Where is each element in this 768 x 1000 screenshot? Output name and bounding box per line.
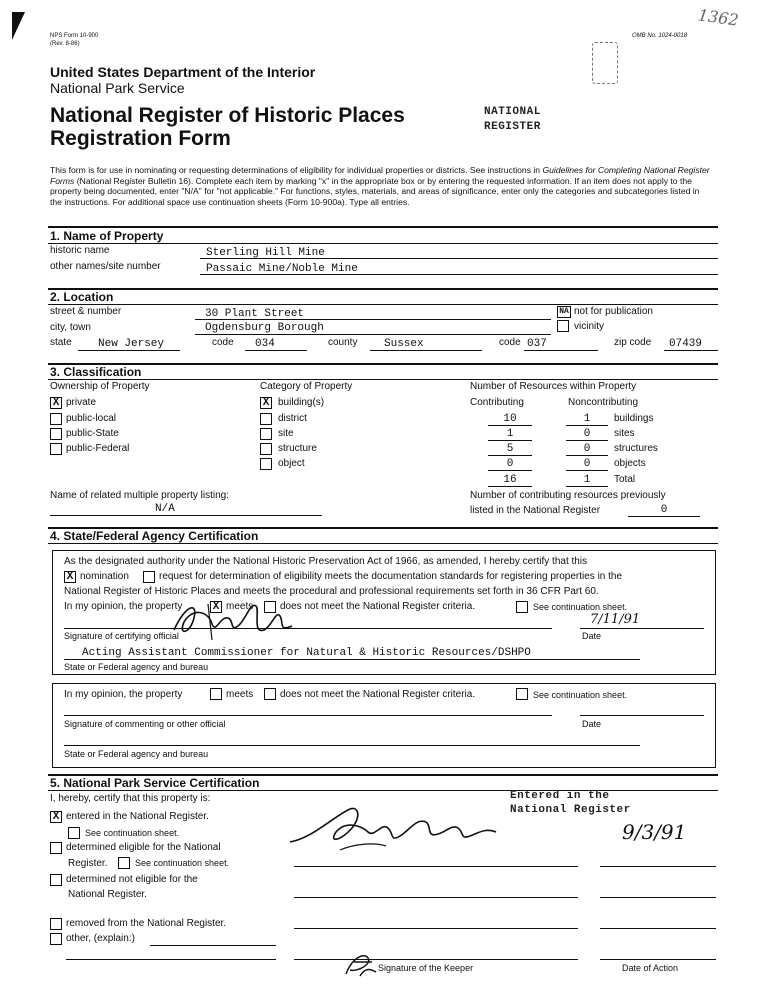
resource-label: objects <box>614 458 646 469</box>
county-label: county <box>328 337 358 348</box>
action-line-3 <box>600 928 716 929</box>
resources-heading: Number of Resources within Property <box>470 381 637 392</box>
cert-signature-label: Signature of certifying official <box>64 631 179 641</box>
contributing-label: Contributing <box>470 397 524 408</box>
zip-value[interactable]: 07439 <box>669 338 703 350</box>
nomination-label: nomination <box>80 571 129 582</box>
ownership-public-local-label: public-local <box>66 413 117 424</box>
entered-stamp-line2: National Register <box>510 804 631 816</box>
see-cont-a-label: See continuation sheet. <box>85 828 180 838</box>
noncontrib-count[interactable]: 0 <box>566 443 608 456</box>
contrib-count[interactable]: 16 <box>488 474 532 487</box>
category-site-label: site <box>278 428 294 439</box>
category-object-label: object <box>278 458 305 469</box>
other-names-label: other names/site number <box>50 261 161 272</box>
ownership-heading: Ownership of Property <box>50 381 150 392</box>
contrib-count[interactable]: 10 <box>488 413 532 426</box>
previously-listed-value[interactable]: 0 <box>628 504 700 517</box>
s2-rule <box>48 288 718 290</box>
ownership-public-local-checkbox[interactable] <box>50 413 62 425</box>
determined-eligible-label-2: Register. <box>68 858 108 869</box>
s5-heading: 5. National Park Service Certification <box>50 776 260 790</box>
category-district-checkbox[interactable] <box>260 413 272 425</box>
meets-checkbox[interactable]: X <box>210 601 222 613</box>
see-continuation2-checkbox[interactable] <box>516 688 528 700</box>
certify-label: I, hereby, certify that this property is: <box>50 793 211 804</box>
resource-row-structures <box>470 443 710 457</box>
commenting-signature-line <box>64 715 552 716</box>
does-not-meet2-label: does not meet the National Register criteria. <box>280 689 476 700</box>
keeper-line-3 <box>294 928 578 929</box>
see-cont-a-checkbox[interactable] <box>68 827 80 839</box>
s2-heading: 2. Location <box>50 290 114 304</box>
removed-label: removed from the National Register. <box>66 918 227 929</box>
zip-line <box>664 350 718 351</box>
not-eligible-label-1: determined not eligible for the <box>66 874 198 885</box>
contrib-count[interactable]: 1 <box>488 428 532 441</box>
contrib-count[interactable]: 0 <box>488 458 532 471</box>
keeper-signature <box>282 798 510 860</box>
corner-triangle <box>10 10 26 42</box>
omb-number: OMB No. 1024-0018 <box>632 33 688 39</box>
request-label: request for determination of eligibility meets the documentation standards for registering properties in the <box>159 571 623 582</box>
resource-label: sites <box>614 428 635 439</box>
form-title-line2: Registration Form <box>50 127 231 150</box>
cert-date-value[interactable]: 7/11/91 <box>590 612 641 627</box>
intro-text-2: (National Register Bulletin 16). Complete each item by marking "x" in the appropriate box or by entering the requested information. If an item does not apply to the property being documented, enter "N/A" for "not applicable." For functions, styles, materials, and areas of significance, enter only the categories and subcategories listed in the instructions. For additional space use continuation sheets (Form 10-900a). Type all entries. <box>50 175 700 207</box>
intro-guidelines: Guidelines for Completing National Register Forms <box>50 165 710 186</box>
cert-line-1: As the designated authority under the National Historic Preservation Act of 1966, as amended, I hereby certify that this <box>64 556 588 567</box>
form-number: NPS Form 10-900 <box>50 33 99 39</box>
street-label: street & number <box>50 306 122 317</box>
cert-signature-line <box>64 628 552 629</box>
not-for-publication-label: not for publication <box>574 306 653 317</box>
other-explain-label: other, (explain:) <box>66 933 135 944</box>
other-names-value[interactable]: Passaic Mine/Noble Mine <box>206 263 358 275</box>
category-structure-label: structure <box>278 443 317 454</box>
state-line <box>78 350 180 351</box>
county-value[interactable]: Sussex <box>384 338 424 350</box>
action-line-4 <box>600 959 716 960</box>
s1-subrule <box>48 243 718 244</box>
county-line <box>370 350 482 351</box>
form-revision: (Rev. 8-86) <box>50 41 80 47</box>
ownership-public-federal-label: public-Federal <box>66 443 130 454</box>
category-object-checkbox[interactable] <box>260 458 272 470</box>
county-code-label: code <box>499 337 521 348</box>
ownership-public-federal-checkbox[interactable] <box>50 443 62 455</box>
see-cont-b-checkbox[interactable] <box>118 857 130 869</box>
noncontrib-count[interactable]: 1 <box>566 413 608 426</box>
vicinity-checkbox[interactable] <box>557 320 569 332</box>
service-name: National Park Service <box>50 80 185 96</box>
keeper-signature-label: Signature of the Keeper <box>378 963 474 973</box>
determined-eligible-checkbox[interactable] <box>50 842 62 854</box>
s5-subrule <box>48 790 718 791</box>
entered-checkbox[interactable]: X <box>50 811 62 823</box>
meets-label: meets <box>226 601 254 612</box>
s1-heading: 1. Name of Property <box>50 229 164 243</box>
see-cont-b-label: See continuation sheet. <box>135 858 230 868</box>
resource-label: buildings <box>614 413 654 424</box>
commenting-date-label: Date <box>582 719 602 729</box>
cert-agency-value[interactable]: Acting Assistant Commissioner for Natural & Historic Resources/DSHPO <box>82 647 531 659</box>
commenting-date-line <box>580 715 704 716</box>
national-register-stamp-line2: REGISTER <box>484 121 541 133</box>
s3-heading: 3. Classification <box>50 365 142 379</box>
resource-label: structures <box>614 443 658 454</box>
ownership-public-state-checkbox[interactable] <box>50 428 62 440</box>
historic-name-label: historic name <box>50 245 110 256</box>
street-value[interactable]: 30 Plant Street <box>205 308 305 320</box>
not-eligible-checkbox[interactable] <box>50 874 62 886</box>
previously-listed-label-1: Number of contributing resources previously <box>470 490 666 501</box>
ownership-private-label: private <box>66 397 97 408</box>
contrib-count[interactable]: 5 <box>488 443 532 456</box>
historic-name-line <box>200 258 718 259</box>
intro-paragraph <box>50 165 710 207</box>
zip-label: zip code <box>614 337 652 348</box>
keeper-line-1 <box>294 866 578 867</box>
entered-label: entered in the National Register. <box>66 811 209 822</box>
category-district-label: district <box>278 413 307 424</box>
action-date-value[interactable]: 9/3/91 <box>622 820 687 844</box>
meets2-checkbox[interactable] <box>210 688 222 700</box>
category-building-label: building(s) <box>278 397 325 408</box>
certifying-official-signature <box>168 596 298 644</box>
state-code-label: code <box>212 337 234 348</box>
ownership-private-checkbox[interactable]: X <box>50 397 62 409</box>
date-of-action-label: Date of Action <box>622 963 679 973</box>
cert-date-label: Date <box>582 631 602 641</box>
related-listing-label: Name of related multiple property listing: <box>50 490 229 501</box>
action-line-2 <box>600 897 716 898</box>
keeper-line-2 <box>294 897 578 898</box>
not-for-publication-checkbox[interactable]: NA <box>557 306 571 318</box>
does-not-meet-label: does not meet the National Register criteria. <box>280 601 476 612</box>
county-code-line <box>524 350 598 351</box>
category-building-checkbox[interactable]: X <box>260 397 272 409</box>
noncontrib-count[interactable]: 0 <box>566 428 608 441</box>
meets2-label: meets <box>226 689 254 700</box>
commenting-agency-line <box>64 745 640 746</box>
cert-agency-line <box>64 659 640 660</box>
cert-date-line <box>580 628 704 629</box>
keeper-line-4 <box>294 959 578 960</box>
related-listing-value[interactable]: N/A <box>155 503 175 515</box>
related-listing-line <box>50 515 322 516</box>
other-explain-checkbox[interactable] <box>50 933 62 945</box>
other-names-line <box>200 274 718 275</box>
national-register-stamp-line1: NATIONAL <box>484 106 541 118</box>
not-eligible-label-2: National Register. <box>68 889 147 900</box>
county-code-value[interactable]: 037 <box>527 338 547 350</box>
commenting-agency-label: State or Federal agency and bureau <box>64 749 209 759</box>
ownership-public-state-label: public-State <box>66 428 119 439</box>
street-line <box>195 319 551 320</box>
category-heading: Category of Property <box>260 381 353 392</box>
state-code-value[interactable]: 034 <box>255 338 275 350</box>
resource-row-objects <box>470 458 710 472</box>
see-continuation-checkbox[interactable] <box>516 601 528 613</box>
city-value[interactable]: Ogdensburg Borough <box>205 322 324 334</box>
see-continuation-label: See continuation sheet. <box>533 602 628 612</box>
intro-text-1: This form is for use in nominating or requesting determinations of eligibility for individual properties or districts. See instructions in <box>50 165 541 175</box>
opinion2-prefix: In my opinion, the property <box>64 689 183 700</box>
request-checkbox[interactable] <box>143 571 155 583</box>
state-label: state <box>50 337 72 348</box>
form-title-line1: National Register of Historic Places <box>50 104 405 127</box>
city-label: city, town <box>50 322 91 333</box>
removed-checkbox[interactable] <box>50 918 62 930</box>
s3-rule <box>48 363 718 365</box>
determined-eligible-label-1: determined eligible for the National <box>66 842 221 853</box>
category-structure-checkbox[interactable] <box>260 443 272 455</box>
historic-name-value[interactable]: Sterling Hill Mine <box>206 247 325 259</box>
noncontributing-label: Noncontributing <box>568 397 639 408</box>
s3-subrule <box>48 379 718 380</box>
category-site-checkbox[interactable] <box>260 428 272 440</box>
state-code-line <box>245 350 307 351</box>
noncontrib-count[interactable]: 1 <box>566 474 608 487</box>
action-line-1 <box>600 866 716 867</box>
vicinity-label: vicinity <box>574 321 605 332</box>
corner-handwritten-mark: 1362 <box>696 5 740 30</box>
s4-subrule <box>48 543 718 544</box>
see-continuation2-label: See continuation sheet. <box>533 690 628 700</box>
city-line <box>195 334 551 335</box>
resource-row-sites <box>470 428 710 442</box>
commenting-signature-label: Signature of commenting or other official <box>64 719 226 729</box>
entered-stamp-line1: Entered in the <box>510 790 610 802</box>
previously-listed-label-2: listed in the National Register <box>470 505 601 516</box>
s4-heading: 4. State/Federal Agency Certification <box>50 529 259 543</box>
state-value[interactable]: New Jersey <box>98 338 165 350</box>
opinion-prefix: In my opinion, the property <box>64 601 183 612</box>
department-name: United States Department of the Interior <box>50 64 316 80</box>
s2-subrule <box>48 304 718 305</box>
nomination-checkbox[interactable]: X <box>64 571 76 583</box>
does-not-meet2-checkbox[interactable] <box>264 688 276 700</box>
resource-label: Total <box>614 474 636 485</box>
keeper-initials <box>338 948 382 982</box>
noncontrib-count[interactable]: 0 <box>566 458 608 471</box>
cert-agency-label: State or Federal agency and bureau <box>64 662 209 672</box>
other-explain-line <box>150 945 276 946</box>
received-stamp <box>592 42 618 84</box>
resource-row-buildings <box>470 413 710 427</box>
s1-rule <box>48 226 718 228</box>
cert-line-3: National Register of Historic Places and meets the procedural and professional requirements set forth in 36 CFR Part 60. <box>64 586 599 597</box>
other-explain-line-2 <box>66 959 276 960</box>
resource-row-total <box>470 474 710 488</box>
